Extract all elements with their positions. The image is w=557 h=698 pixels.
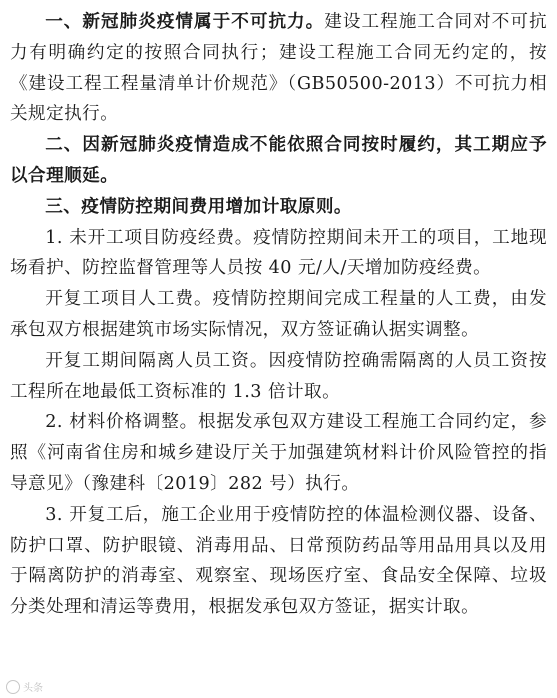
paragraph-cost-principles — [10, 192, 547, 223]
paragraph-isolation-wages: 开复工期间隔离人员工资。因疫情防控确需隔离的人员工资按工程所在地最低工资标准的 1.3 倍计取。 — [10, 350, 547, 402]
paragraph-unstarted-projects: 1. 未开工项目防疫经费。疫情防控期间未开工的项目，工地现场看护、防控监督管理等人员按 40 元/人/天增加防疫经费。 — [10, 227, 547, 279]
paragraph-text: 建设工程施工合同对不可抗力有明确约定的按照合同执行；建设工程施工合同无约定的，按《建设工程工程量清单计价规范》（GB50500-2013）不可抗力相关规定执行。 — [10, 12, 547, 125]
watermark — [6, 679, 43, 694]
paragraph-material-prices: 2. 材料价格调整。根据发承包双方建设工程施工合同约定，参照《河南省住房和城乡建设厅关于加强建筑材料计价风险管控的指导意见》（豫建科〔2019〕282 号）执行。 — [10, 412, 547, 494]
heading-text: 一、新冠肺炎疫情属于不可抗力。 — [45, 12, 325, 32]
paragraph-schedule-extension — [10, 130, 547, 192]
heading-text: 二、因新冠肺炎疫情造成不能依照合同按时履约，其工期应予以合理顺延。 — [10, 135, 547, 186]
paragraph-prevention-costs: 3. 开复工后，施工企业用于疫情防控的体温检测仪器、设备、防护口罩、防护眼镜、消毒用品、日常预防药品等用品用具以及用于隔离防护的消毒室、观察室、现场医疗室、食品安全保障、垃圾分类处理和清运等费用，根据发承包双方签证，据实计取。 — [10, 504, 547, 618]
paragraph-labor-cost: 开复工项目人工费。疫情防控期间完成工程量的人工费，由发承包双方根据建筑市场实际情况，双方签证确认据实调整。 — [10, 289, 547, 340]
paragraph-force-majeure — [10, 7, 547, 130]
watermark-text: 头条 — [23, 683, 43, 694]
heading-text: 三、疫情防控期间费用增加计取原则。 — [45, 196, 352, 217]
watermark-logo-icon — [6, 680, 20, 694]
